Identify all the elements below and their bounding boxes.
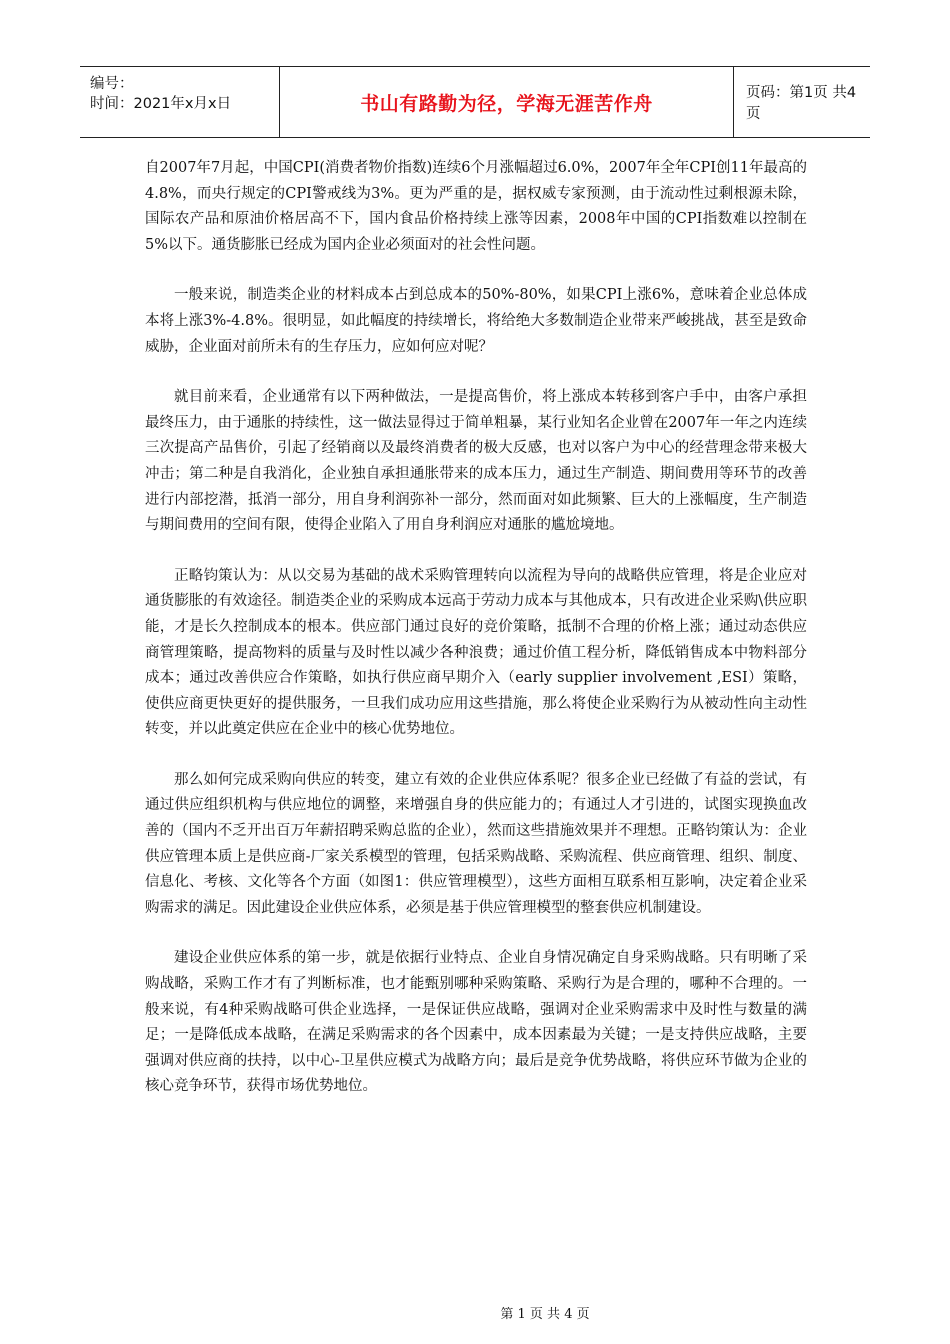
header-left-cell [80,67,280,137]
paragraph-4: 正略钧策认为：从以交易为基础的战术采购管理转向以流程为导向的战略供应管理，将是企业应对通货膨胀的有效途径。制造类企业的采购成本远高于劳动力成本与其他成本，只有改进企业采购\供应职能，才是长久控制成本的根本。供应部门通过良好的竞价策略，抵制不合理的价格上涨；通过动态供应商管理策略，提高物料的质量与及时性以减少各种浪费；通过价值工程分析，降低销售成本中物料部分成本；通过改善供应合作策略，如执行供应商早期介入（early supplier involvement ,ESI）策略，使供应商更快更好的提供服务，一旦我们成功应用这些措施，那么将使企业采购行为从被动性向主动性转变，并以此奠定供应在企业中的核心优势地位。 [145,567,807,738]
page-info: 页码：第1页 共4页 [746,85,857,122]
time-label: 时间：2021年x月x日 [90,96,232,112]
footer-page-number: 第 1 页 共 4 页 [500,1307,590,1322]
paragraph-1: 自2007年7月起，中国CPI(消费者物价指数)连续6个月涨幅超过6.0%，2007年全年CPI创11年最高的4.8%，而央行规定的CPI警戒线为3%。更为严重的是，据权威专家预测，由于流动性过剩根源未除，国际农产品和原油价格居高不下，国内食品价格持续上涨等因素，2008年中国的CPI指数难以控制在5%以下。通货膨胀已经成为国内企业必须面对的社会性问题。 [145,160,807,253]
paragraph-5: 那么如何完成采购向供应的转变，建立有效的企业供应体系呢？很多企业已经做了有益的尝试，有通过供应组织机构与供应地位的调整，来增强自身的供应能力的；有通过人才引进的，试图实现换血改善的（国内不乏开出百万年薪招聘采购总监的企业），然而这些措施效果并不理想。正略钧策认为：企业供应管理本质上是供应商-厂家关系模型的管理，包括采购战略、采购流程、供应商管理、组织、制度、信息化、考核、文化等各个方面（如图1：供应管理模型），这些方面相互联系相互影响，决定着企业采购需求的满足。因此建设企业供应体系，必须是基于供应管理模型的整套供应机制建设。 [145,771,807,916]
paragraph-2: 一般来说，制造类企业的材料成本占到总成本的50%-80%，如果CPI上涨6%，意味着企业总体成本将上涨3%-4.8%。很明显，如此幅度的持续增长，将给绝大多数制造企业带来严峻挑战，甚至是致命威胁，企业面对前所未有的生存压力，应如何应对呢？ [145,287,807,355]
page-header [80,66,870,138]
paragraph-6: 建设企业供应体系的第一步，就是依据行业特点、企业自身情况确定自身采购战略。只有明晰了采购战略，采购工作才有了判断标准，也才能甄别哪种采购策略、采购行为是合理的，哪种不合理的。一般来说，有4种采购战略可供企业选择，一是保证供应战略，强调对企业采购需求中及时性与数量的满足；一是降低成本战略，在满足采购需求的各个因素中，成本因素最为关键；一是支持供应战略，主要强调对供应商的扶持，以中心-卫星供应模式为战略方向；最后是竞争优势战略，将供应环节做为企业的核心竞争环节，获得市场优势地位。 [145,950,807,1095]
motto-text: 书山有路勤为径，学海无涯苦作舟 [360,92,653,115]
paragraph-3: 就目前来看，企业通常有以下两种做法，一是提高售价，将上涨成本转移到客户手中，由客户承担最终压力，由于通胀的持续性，这一做法显得过于简单粗暴，某行业知名企业曾在2007年一年之内连续三次提高产品售价，引起了经销商以及最终消费者的极大反感，也对以客户为中心的经营理念带来极大冲击；第二种是自我消化，企业独自承担通胀带来的成本压力，通过生产制造、期间费用等环节的改善进行内部挖潜，抵消一部分，用自身利润弥补一部分，然而面对如此频繁、巨大的上涨幅度，生产制造与期间费用的空间有限，使得企业陷入了用自身利润应对通胀的尴尬境地。 [145,389,807,534]
number-label: 编号： [90,76,134,92]
document-body [145,156,807,1100]
header-motto-cell [280,67,734,137]
page-footer [0,1303,950,1322]
